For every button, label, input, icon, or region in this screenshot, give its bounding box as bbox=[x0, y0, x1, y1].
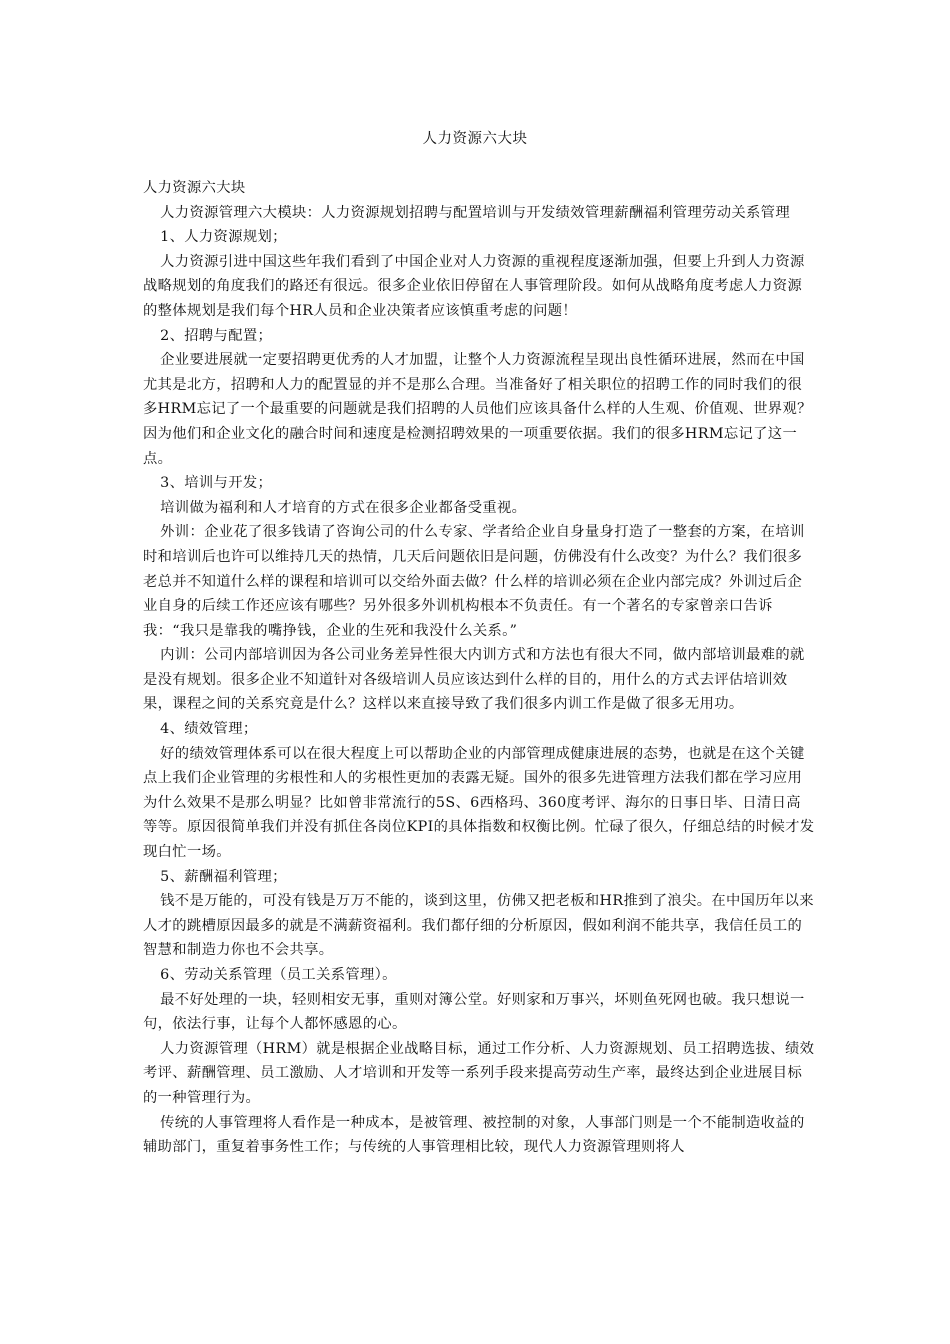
paragraph-performance: 好的绩效管理体系可以在很大程度上可以帮助企业的内部管理成健康进展的态势，也就是在这个关键点上我们企业管理的劣根性和人的劣根性更加的表露无疑。国外的很多先进管理方法我们都在学习应用为什么效果不是那么明显？比如曾非常流行的5S、6西格玛、360度考评、海尔的日事日毕、日清日高等等。原因很简单我们并没有抓住各岗位KPI的具体指数和权衡比例。忙碌了很久，仔细总结的时候才发现白忙一场。 bbox=[143, 745, 815, 861]
paragraph-hrm-definition: 人力资源管理（HRM）就是根据企业战略目标，通过工作分析、人力资源规划、员工招聘选拔、绩效考评、薪酬管理、员工激励、人才培训和开发等一系列手段来提高劳动生产率，最终达到企业进展目标的一种管理行为。 bbox=[143, 1040, 815, 1106]
document-title: 人力资源六大块 bbox=[422, 131, 528, 147]
document-body bbox=[143, 176, 815, 1160]
paragraph-planning: 人力资源引进中国这些年我们看到了中国企业对人力资源的重视程度逐渐加强，但要上升到人力资源战略规划的角度我们的路还有很远。很多企业依旧停留在人事管理阶段。如何从战略角度考虑人力资源的整体规划是我们每个HR人员和企业决策者应该慎重考虑的问题！ bbox=[143, 253, 805, 319]
paragraph-traditional-hr: 传统的人事管理将人看作是一种成本，是被管理、被控制的对象，人事部门则是一个不能制造收益的辅助部门，重复着事务性工作；与传统的人事管理相比较，现代人力资源管理则将人 bbox=[143, 1114, 805, 1156]
paragraph-compensation: 钱不是万能的，可没有钱是万万不能的，谈到这里，仿佛又把老板和HR推到了浪尖。在中国历年以来人才的跳槽原因最多的就是不满薪资福利。我们都仔细的分析原因，假如利润不能共享，我信任员工的智慧和制造力你也不会共享。 bbox=[143, 893, 814, 959]
paragraph-recruitment: 企业要进展就一定要招聘更优秀的人才加盟，让整个人力资源流程呈现出良性循环进展，然而在中国尤其是北方，招聘和人力的配置显的并不是那么合理。当准备好了相关职位的招聘工作的同时我们的很多HRM忘记了一个最重要的问题就是我们招聘的人员他们应该具备什么样的人生观、价值观、世界观？因为他们和企业文化的融合时间和速度是检测招聘效果的一项重要依据。我们的很多HRM忘记了这一点。 bbox=[143, 352, 812, 467]
paragraph-internal-training: 内训：公司内部培训因为各公司业务差异性很大内训方式和方法也有很大不同，做内部培训最难的就是没有规划。很多企业不知道针对各级培训人员应该达到什么样的目的，用什么的方式去评估培训效果，课程之间的关系究竟是什么？这样以来直接导致了我们很多内训工作是做了很多无用功。 bbox=[143, 647, 805, 713]
paragraph-external-training: 外训：企业花了很多钱请了咨询公司的什么专家、学者给企业自身量身打造了一整套的方案，在培训时和培训后也许可以维持几天的热情，几天后问题依旧是问题，仿佛没有什么改变？为什么？我们很多老总并不知道什么样的课程和培训可以交给外面去做？什么样的培训必须在企业内部完成？外训过后企业自身的后续工作还应该有哪些？另外很多外训机构根本不负责任。有一个著名的专家曾亲口告诉我：“我只是靠我的嘴挣钱，企业的生死和我没什么关系。” bbox=[143, 524, 805, 639]
paragraph-section-heading: 人力资源六大块 bbox=[143, 180, 246, 196]
paragraph-heading-labor-relations: 6、劳动关系管理（员工关系管理）。 bbox=[160, 967, 397, 983]
paragraph-modules-overview: 人力资源管理六大模块：人力资源规划招聘与配置培训与开发绩效管理薪酬福利管理劳动关系管理 bbox=[160, 204, 790, 221]
paragraph-heading-training: 3、培训与开发； bbox=[160, 475, 273, 492]
paragraph-labor-relations: 最不好处理的一块，轻则相安无事，重则对簿公堂。好则家和万事兴，坏则鱼死网也破。我只想说一句，依法行事，让每个人都怀感恩的心。 bbox=[143, 991, 805, 1033]
paragraph-heading-planning: 1、人力资源规划； bbox=[160, 229, 287, 246]
paragraph-heading-recruitment: 2、招聘与配置； bbox=[160, 327, 273, 344]
paragraph-heading-performance: 4、绩效管理； bbox=[160, 721, 258, 738]
paragraph-heading-compensation: 5、薪酬福利管理； bbox=[160, 868, 287, 885]
paragraph-training-intro: 培训做为福利和人才培育的方式在很多企业都备受重视。 bbox=[160, 499, 527, 516]
